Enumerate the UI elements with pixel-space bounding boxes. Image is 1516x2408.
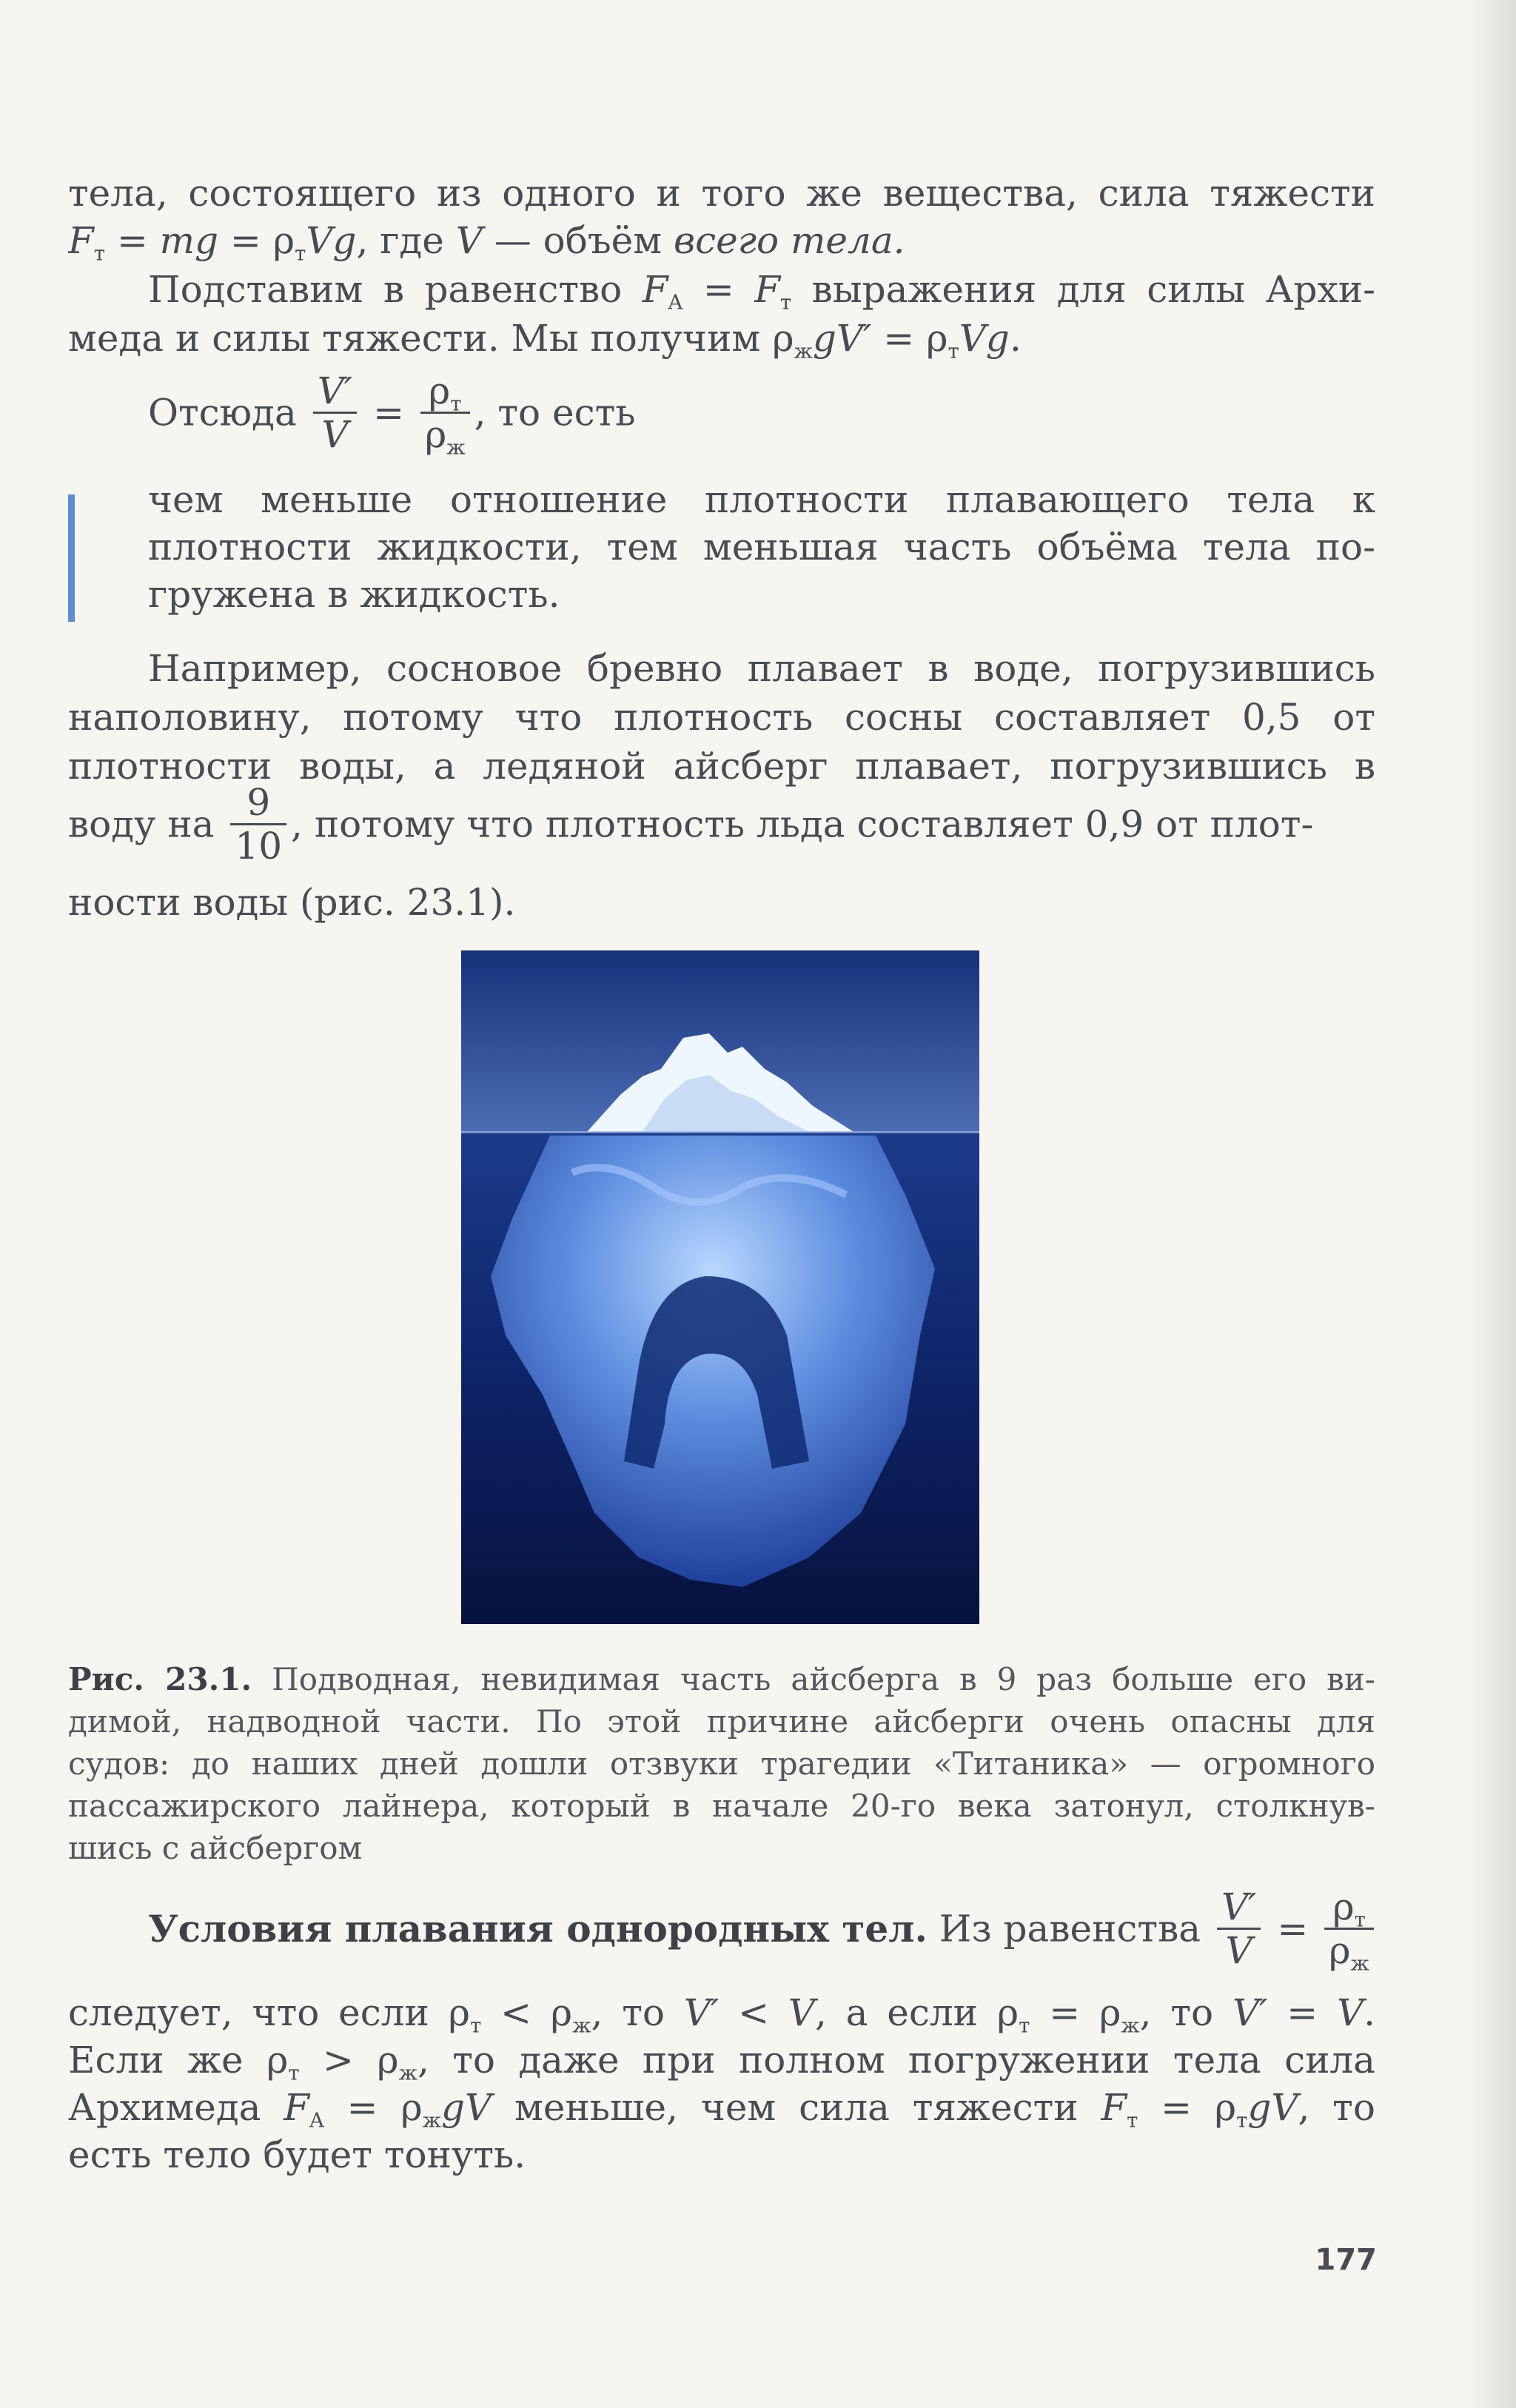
para-line-1: Например, сосновое бревно плавает в воде, погрузившись <box>148 647 1375 690</box>
iceberg-photo <box>461 950 979 1624</box>
iceberg-illustration <box>461 950 979 1624</box>
caption-line-4: пассажирского лайнера, который в начале 20-го века затонул, столкнув- <box>68 1788 1375 1824</box>
text-line-4: меда и силы тяжести. Мы получим $\rho_жgV' = \rho_тVg$. <box>68 317 1022 363</box>
rule-line-1: чем меньше отношение плотности плавающего тела к <box>148 478 1375 521</box>
caption-line-1: Рис. 23.1. Подводная, невидимая часть айсберга в 9 раз больше его ви- <box>68 1661 1375 1697</box>
caption-line-2: димой, надводной части. По этой причине айсберги очень опасны для <box>68 1703 1375 1740</box>
text-line-t1: следует, что если $\rho_т < \rho_ж$, то V′ < V, а если $\rho_т = \rho_ж$, то V′ = V. <box>68 1991 1375 2037</box>
para-line-5: ности воды (рис. 23.1). <box>68 881 516 924</box>
para-line-4: воду на $\frac{9}{10}$ , потому что плотность льда составляет 0,9 от плот- <box>68 781 1314 868</box>
text-line-1: тела, состоящего из одного и того же вещества, сила тяжести <box>68 172 1375 215</box>
rule-line-2: плотности жидкости, тем меньшая часть объёма тела по- <box>148 526 1375 569</box>
caption-line-3: судов: до наших дней дошли отзвуки трагедии «Титаника» — огромного <box>68 1745 1375 1782</box>
para-line-2: наполовину, потому что плотность сосны составляет 0,5 от <box>68 696 1375 739</box>
text-line-t3: Архимеда $F_A = \rho_жgV$ меньше, чем сила тяжести $F_т = \rho_тgV$, то <box>68 2086 1375 2132</box>
text-line-2: $F_т$ = mg = $\rho_тVg$, где V — объём всего тела. <box>68 219 905 265</box>
section-heading-line: Условия плавания однородных тел. Из равенства $\frac{V'}{V}$ = $\frac{\rho_т}{\rho_ж}$ <box>148 1886 1378 1971</box>
text-line-5-formula: Отсюда $\frac{V'}{V}$ = $\frac{\rho_т}{\rho_ж}$ , то есть <box>148 369 636 460</box>
fraction-volume-2: $\frac{V'}{V}$ <box>1217 1886 1261 1971</box>
section-heading: Условия плавания однородных тел. <box>148 1907 928 1951</box>
text-line-3: Подставим в равенство $F_A = F_т$ выражения для силы Архи- <box>148 268 1375 314</box>
text-line-t2: Если же $\rho_т > \rho_ж$, то даже при полном погружении тела сила <box>68 2039 1375 2085</box>
fraction-nine-tenths: $\frac{9}{10}$ <box>230 782 286 867</box>
rule-accent-bar <box>68 494 75 622</box>
page-number: 177 <box>1315 2243 1377 2277</box>
fraction-density-2: $\frac{\rho_т}{\rho_ж}$ <box>1324 1886 1374 1971</box>
fraction-volume: $\frac{V'}{V}$ <box>313 370 357 455</box>
text-line-t4: есть тело будет тонуть. <box>68 2133 526 2176</box>
para-line-3: плотности воды, а ледяной айсберг плавает, погрузившись в <box>68 745 1375 788</box>
fraction-density: $\frac{\rho_т}{\rho_ж}$ <box>420 370 470 455</box>
caption-line-5: шись с айсбергом <box>68 1830 363 1866</box>
page-edge-shadow <box>1464 0 1516 2408</box>
rule-line-3: гружена в жидкость. <box>148 573 560 616</box>
